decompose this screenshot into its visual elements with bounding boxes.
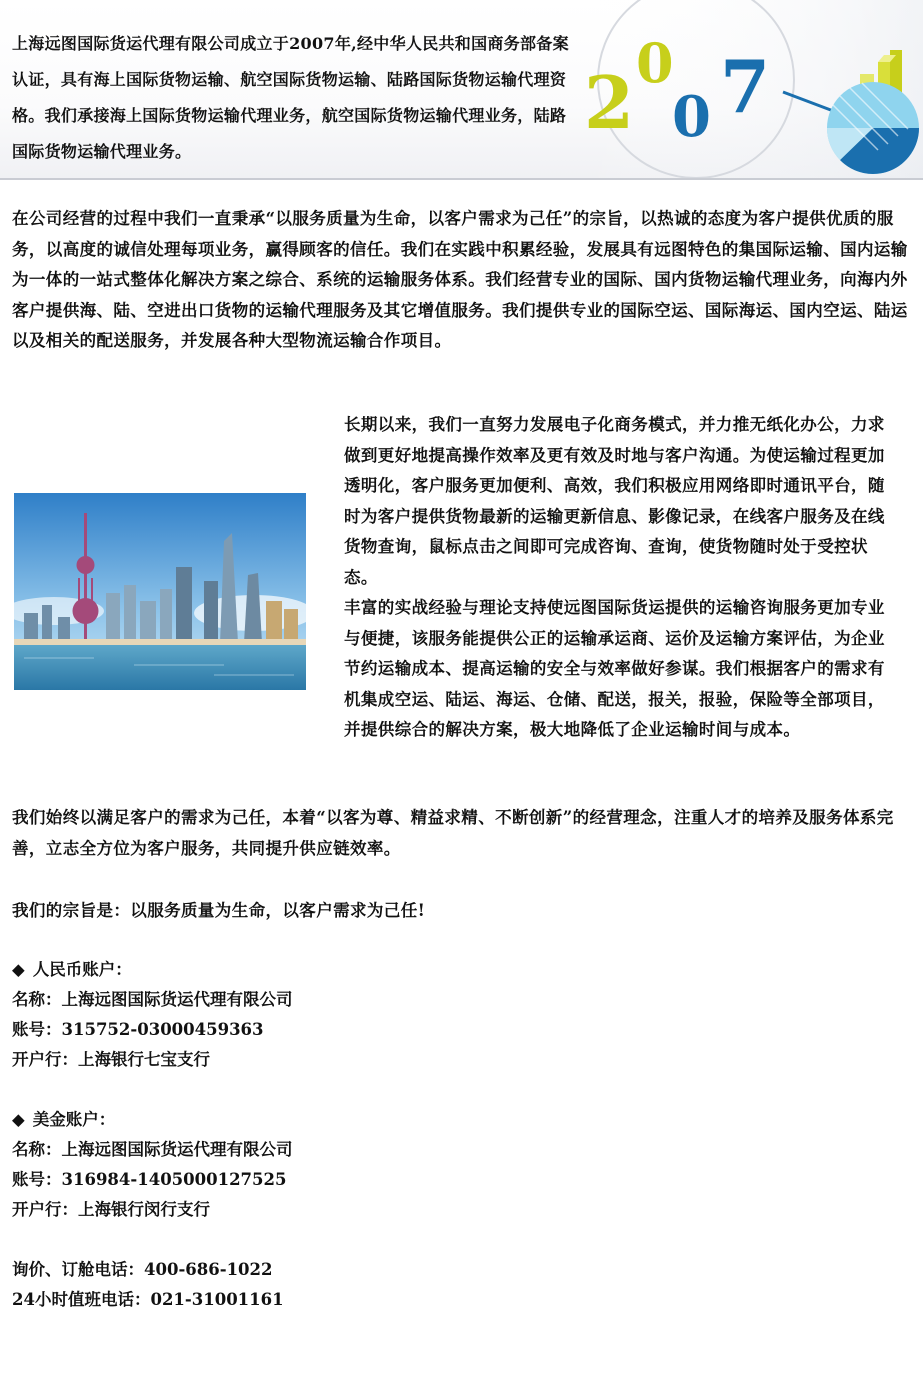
year-digit-1: 2 <box>584 60 635 145</box>
usd-account-heading <box>12 1105 293 1135</box>
usd-account-section <box>12 1105 293 1225</box>
rmb-account-bank: 开户行：上海银行七宝支行 <box>12 1050 210 1069</box>
usd-account-number: 账号：316984-1405000127525 <box>12 1170 287 1189</box>
header-banner <box>0 0 923 180</box>
philosophy-paragraph: 我们始终以满足客户的需求为己任，本着“以客为尊、精益求精、不断创新”的经营理念，注重人才的培养及服务体系完善，立志全方位为客户服务，共同提升供应链效率。 <box>12 808 894 858</box>
diamond-bullet-icon: ◆ <box>12 960 25 979</box>
intro-paragraph: 在公司经营的过程中我们一直秉承“以服务质量为生命，以客户需求为己任”的宗旨，以热诚的态度为客户提供优质的服务，以高度的诚信处理每项业务，赢得顾客的信任。我们在实践中积累经验，发展具有远图特色的集国际运输、国内运输为一体的一站式整体化解决方案之综合、系统的运输服务体系。我们经营专业的国际、国内货物运输代理业务，向海内外客户提供海、陆、空进出口货物的运输代理服务及其它增值服务。我们提供专业的国际空运、国际海运、国内空运、陆运以及相关的配送服务，并发展各种大型物流运输合作项目。 <box>12 209 908 350</box>
consulting-paragraph: 丰富的实战经验与理论支持使远图国际货运提供的运输咨询服务更加专业与便捷，该服务能提供公正的运输承运商、运价及运输方案评估，为企业节约运输成本、提高运输的安全与效率做好参谋。我们根据客户的需求有机集成空运、陆运、海运、仓储、配送，报关，报验，保险等全部项目，并提供综合的解决方案，极大地降低了企业运输时间与成本。 <box>344 598 885 739</box>
year-digit-4: 7 <box>720 44 771 129</box>
year-2007-graphic <box>578 0 923 178</box>
rmb-account-section <box>12 955 293 1075</box>
contact-section <box>12 1255 284 1315</box>
usd-account-name: 名称：上海远图国际货运代理有限公司 <box>12 1140 293 1159</box>
diamond-bullet-icon: ◆ <box>12 1110 25 1129</box>
motto-paragraph: 我们的宗旨是：以服务质量为生命，以客户需求为己任! <box>12 901 426 920</box>
hotline-phone: 24小时值班电话：021-31001161 <box>12 1290 284 1309</box>
shanghai-skyline-photo <box>14 493 306 690</box>
usd-account-title: 美金账户： <box>32 1110 116 1129</box>
year-digit-3: 0 <box>672 84 711 150</box>
rmb-account-number: 账号：315752-03000459363 <box>12 1020 264 1039</box>
booking-phone: 询价、订舱电话：400-686-1022 <box>12 1260 273 1279</box>
rmb-account-title: 人民币账户： <box>32 960 132 979</box>
rmb-account-heading <box>12 955 293 985</box>
rmb-account-name: 名称：上海远图国际货运代理有限公司 <box>12 990 293 1009</box>
usd-account-bank: 开户行：上海银行闵行支行 <box>12 1200 210 1219</box>
company-intro: 上海远图国际货运代理有限公司成立于2007年,经中华人民共和国商务部备案认证，具有海上国际货物运输、航空国际货物运输、陆路国际货物运输代理资格。我们承接海上国际货物运输代理业务，航空国际货物运输代理业务，陆路国际货物运输代理业务。 <box>12 34 569 161</box>
pie-chart-icon <box>827 82 919 174</box>
ecommerce-paragraph: 长期以来，我们一直努力发展电子化商务模式，并力推无纸化办公，力求做到更好地提高操作效率及更有效及时地与客户沟通。为使运输过程更加透明化，客户服务更加便利、高效，我们积极应用网络即时通讯平台，随时为客户提供货物最新的运输更新信息、影像记录，在线客户服务及在线货物查询，鼠标点击之间即可完成咨询、查询，使货物随时处于受控状态。 <box>344 415 885 587</box>
year-digit-2: 0 <box>636 31 674 95</box>
